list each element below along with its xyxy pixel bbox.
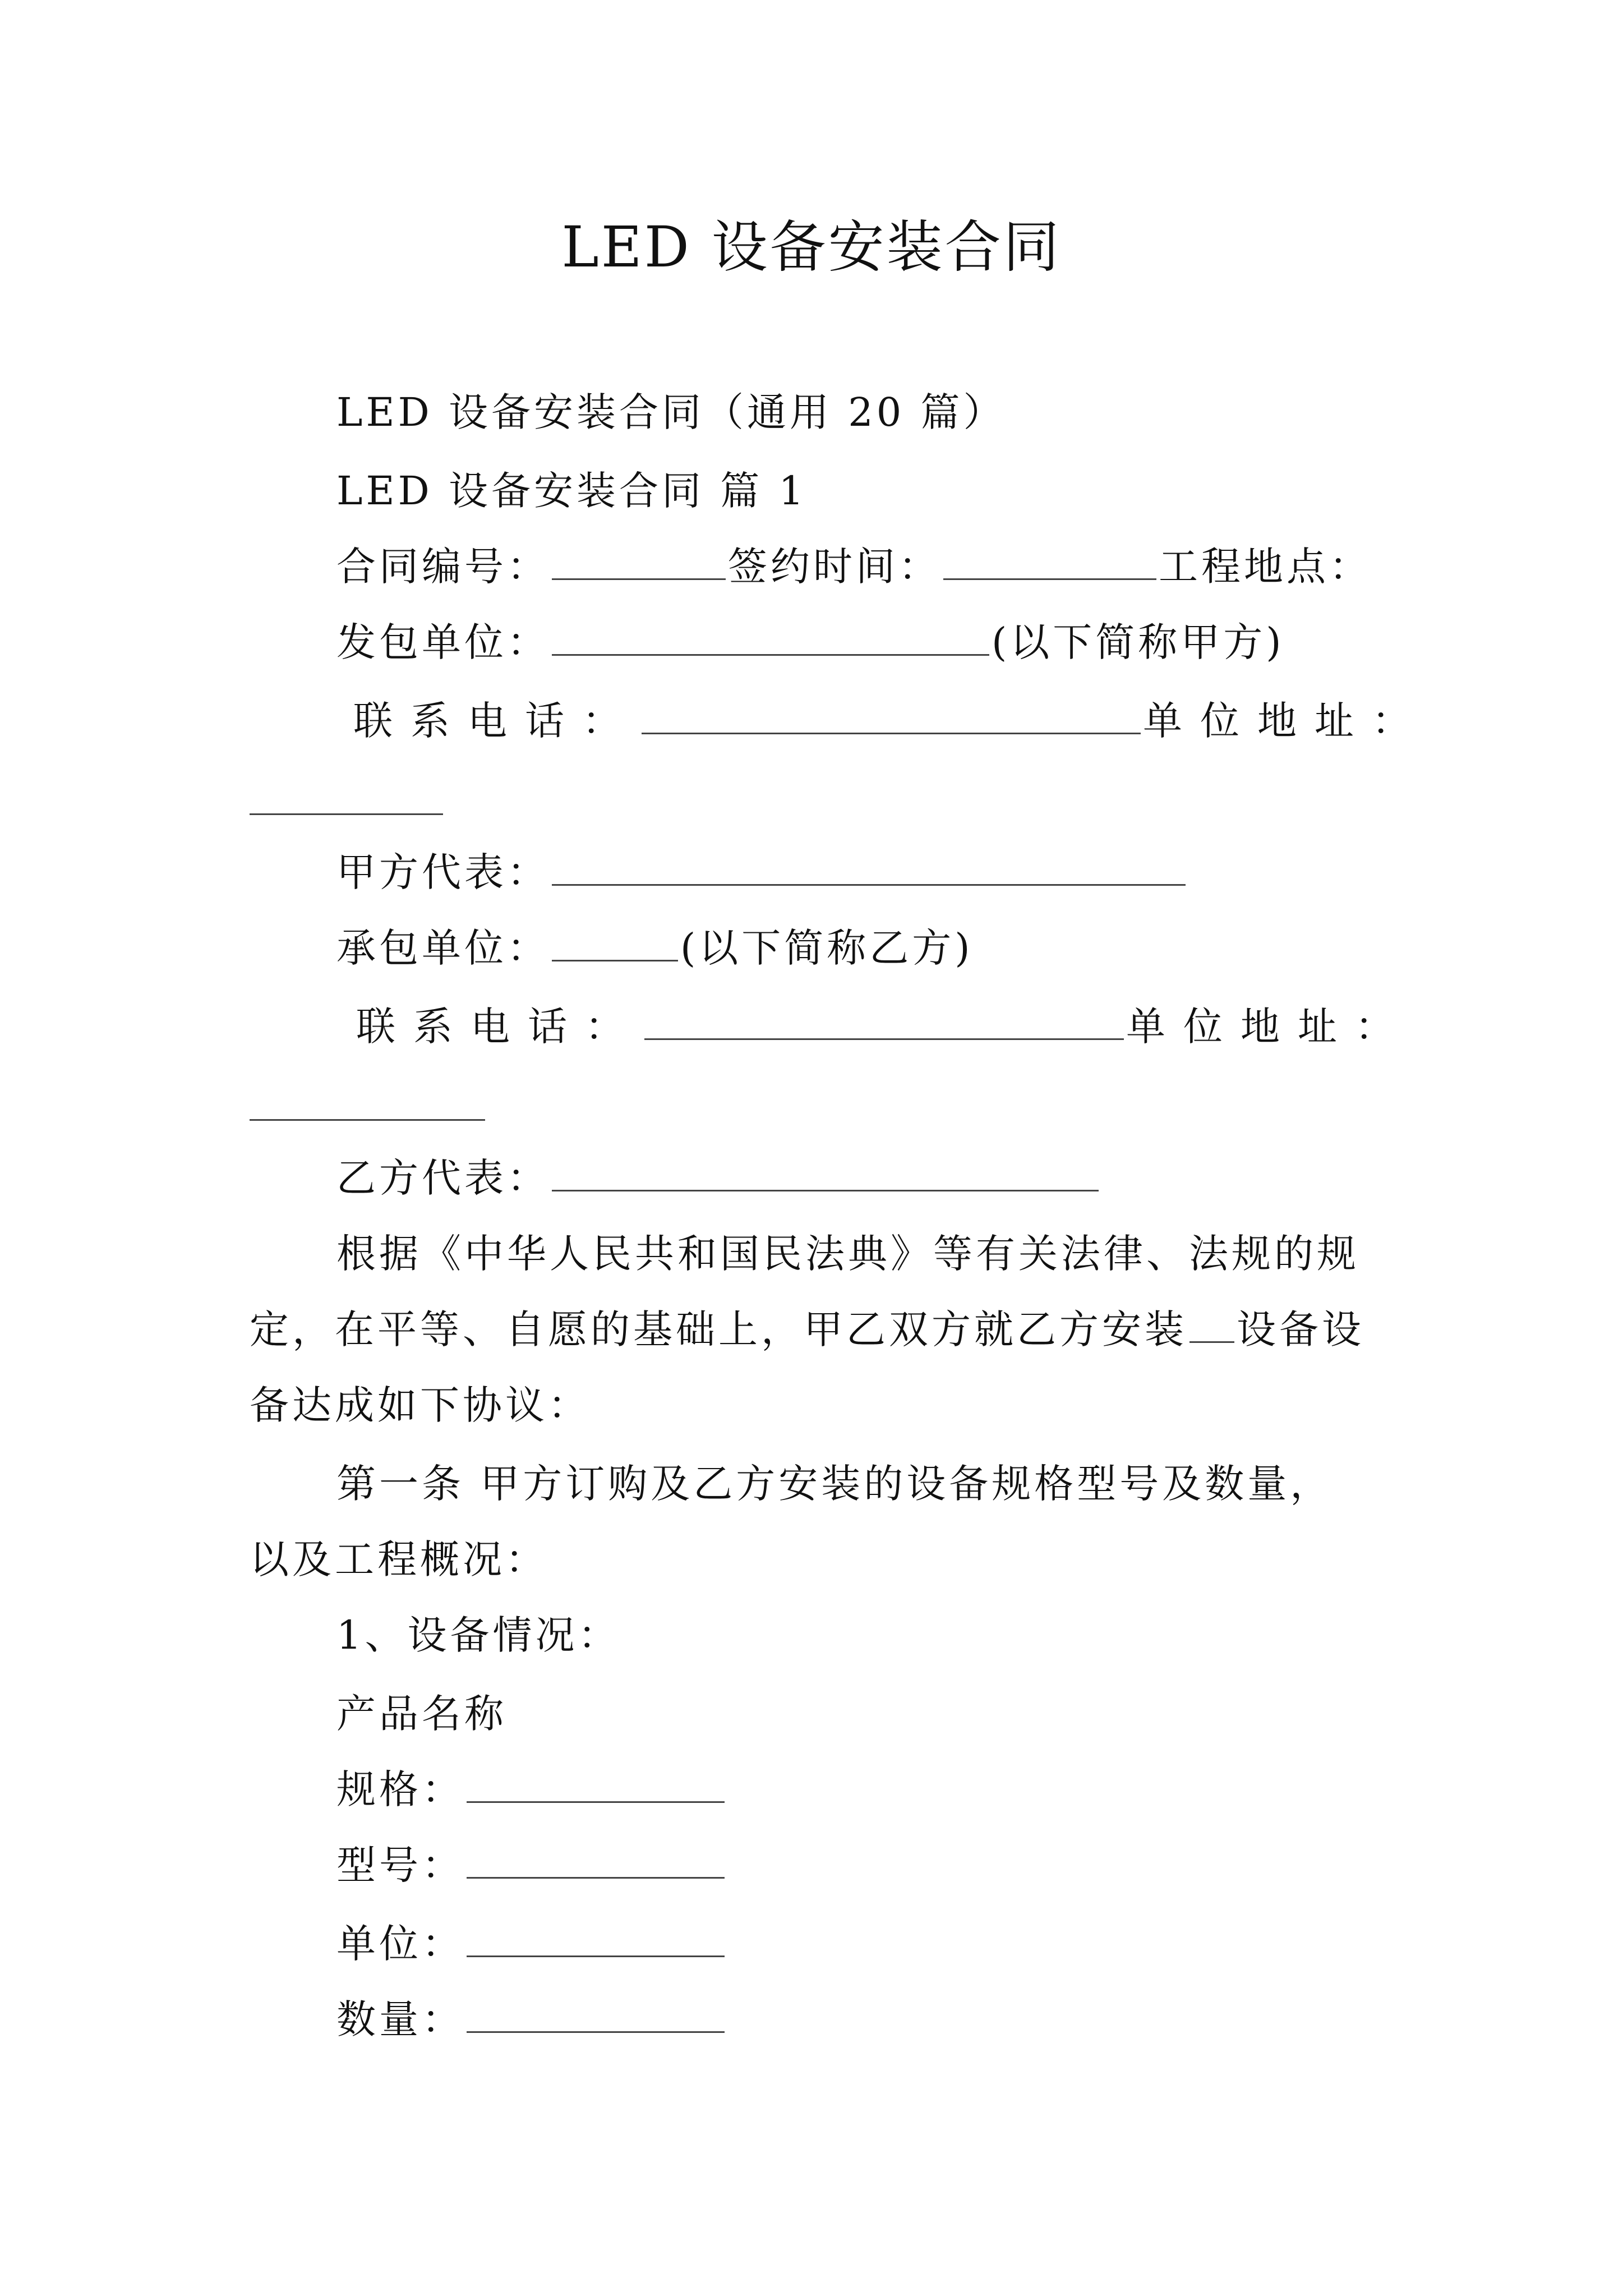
- address-blank-a[interactable]: [250, 813, 443, 815]
- product-name-label: 产品名称: [336, 1691, 507, 1737]
- chapter-heading: LED 设备安装合同 篇 1: [336, 468, 807, 514]
- paragraph-line: 根据《中华人民共和国民法典》等有关法律、法规的规: [336, 1231, 1359, 1277]
- spec-label: 规格：: [336, 1766, 464, 1812]
- article-line: 以及工程概况：: [250, 1536, 548, 1582]
- unit-label: 单位：: [336, 1921, 464, 1967]
- spec-blank[interactable]: [467, 1762, 725, 1803]
- phone-blank-b[interactable]: [644, 999, 1124, 1040]
- quantity-blank[interactable]: [467, 1992, 725, 2033]
- contractor-blank[interactable]: [552, 921, 678, 961]
- sign-time-blank[interactable]: [943, 539, 1156, 580]
- address-label-a: 单位地址：: [1143, 698, 1429, 744]
- sign-time-label: 签约时间：: [728, 544, 941, 590]
- contract-no-label: 合同编号：: [336, 544, 550, 590]
- rep-a-line: [336, 844, 1188, 900]
- document-title: LED 设备安装合同: [561, 214, 1062, 280]
- equipment-blank[interactable]: [1189, 1302, 1234, 1343]
- phone-label-a: 联系电话：: [353, 698, 639, 744]
- contractor-label: 承包单位：: [336, 925, 550, 971]
- model-blank[interactable]: [467, 1838, 725, 1879]
- rep-b-blank[interactable]: [552, 1151, 1099, 1191]
- rep-a-label: 甲方代表：: [336, 849, 550, 895]
- spec-line: [336, 1761, 727, 1818]
- model-line: [336, 1837, 727, 1893]
- unit-line: [336, 1916, 727, 1972]
- rep-b-line: [336, 1150, 1101, 1206]
- address-label-b: 单位地址：: [1126, 1004, 1412, 1050]
- contract-info-line: [336, 539, 1372, 595]
- paragraph-text: 定，在平等、自愿的基础上，甲乙双方就乙方安装: [250, 1306, 1187, 1352]
- phone-label-b: 联系电话：: [356, 1004, 642, 1050]
- employer-blank[interactable]: [552, 615, 989, 656]
- address-blank-b[interactable]: [250, 1119, 485, 1121]
- item-heading: 1、设备情况：: [336, 1612, 621, 1658]
- site-label: 工程地点：: [1159, 544, 1372, 590]
- contractor-line: [336, 920, 974, 976]
- rep-b-label: 乙方代表：: [336, 1155, 550, 1201]
- paragraph-line: 备达成如下协议：: [250, 1382, 591, 1428]
- contractor-suffix: (以下简称乙方): [680, 925, 974, 971]
- phone-line-b: [356, 999, 1412, 1055]
- quantity-line: [336, 1991, 727, 2047]
- contract-no-blank[interactable]: [552, 539, 726, 580]
- paragraph-text: 设备设: [1237, 1306, 1364, 1352]
- quantity-label: 数量：: [336, 1996, 464, 2042]
- article-line: 第一条 甲方订购及乙方安装的设备规格型号及数量，: [336, 1461, 1333, 1507]
- employer-line: [336, 614, 1285, 670]
- rep-a-blank[interactable]: [552, 845, 1186, 886]
- subtitle: LED 设备安装合同（通用 20 篇）: [336, 389, 1006, 435]
- unit-blank[interactable]: [467, 1916, 725, 1957]
- employer-suffix: (以下简称甲方): [992, 619, 1285, 665]
- model-label: 型号：: [336, 1842, 464, 1888]
- phone-blank-a[interactable]: [642, 693, 1141, 734]
- phone-line-a: [353, 693, 1429, 749]
- employer-label: 发包单位：: [336, 619, 550, 665]
- paragraph-line: [250, 1301, 1364, 1358]
